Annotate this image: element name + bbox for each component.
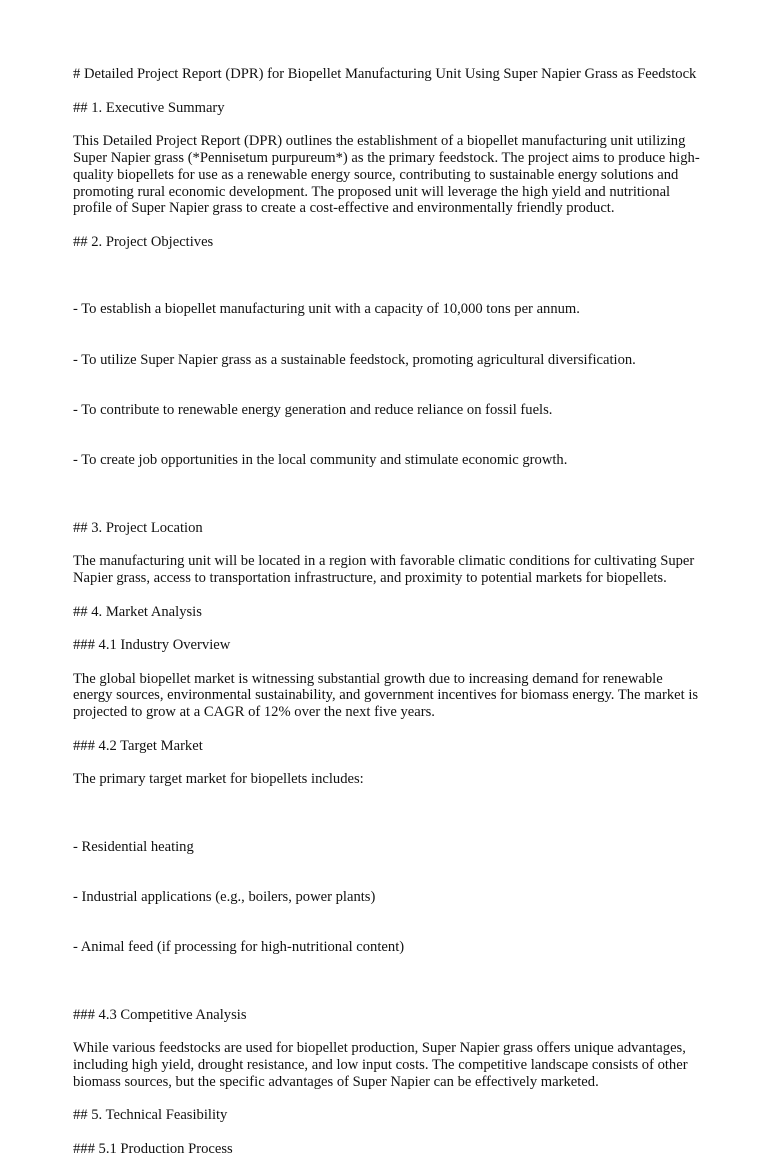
objectives-list bbox=[73, 268, 703, 503]
project-location-paragraph: The manufacturing unit will be located in a region with favorable climatic conditions for cultivating Super Napier grass, access to transportation infrastructure, and proximity to potential markets for biopellets. bbox=[73, 553, 698, 586]
section-heading-project-location: ## 3. Project Location bbox=[73, 519, 203, 536]
target-market-intro: The primary target market for biopellets includes: bbox=[73, 771, 364, 788]
section-heading-executive-summary: ## 1. Executive Summary bbox=[73, 99, 225, 116]
subsection-heading-production-process: ### 5.1 Production Process bbox=[73, 1141, 233, 1157]
document-title: # Detailed Project Report (DPR) for Biopellet Manufacturing Unit Using Super Napier Grass as Feedstock bbox=[73, 66, 697, 82]
list-item: - Residential heating bbox=[73, 838, 194, 855]
subsection-heading-industry-overview: ### 4.1 Industry Overview bbox=[73, 637, 231, 654]
list-item: - To establish a biopellet manufacturing unit with a capacity of 10,000 tons per annum. bbox=[73, 301, 580, 318]
section-heading-market-analysis: ## 4. Market Analysis bbox=[73, 603, 202, 620]
document-page bbox=[73, 66, 703, 1175]
subsection-heading-target-market: ### 4.2 Target Market bbox=[73, 737, 203, 754]
section-heading-technical-feasibility: ## 5. Technical Feasibility bbox=[73, 1107, 228, 1124]
list-item: - Animal feed (if processing for high-nutritional content) bbox=[73, 939, 405, 956]
subsection-heading-competitive-analysis: ### 4.3 Competitive Analysis bbox=[73, 1006, 247, 1023]
list-item: - To create job opportunities in the local community and stimulate economic growth. bbox=[73, 452, 568, 469]
list-item: - Industrial applications (e.g., boilers, power plants) bbox=[73, 889, 376, 906]
list-item: - To utilize Super Napier grass as a sustainable feedstock, promoting agricultural diversification. bbox=[73, 351, 636, 368]
target-market-list bbox=[73, 805, 703, 990]
executive-summary-paragraph: This Detailed Project Report (DPR) outlines the establishment of a biopellet manufacturing unit utilizing Super Napier grass (*Pennisetum purpureum*) as the primary feedstock. The project aims to produce high-quality biopellets for use as a renewable energy source, contributing to sustainable energy solutions and promoting rural economic development. The proposed unit will leverage the high yield and nutritional profile of Super Napier grass to create a cost-effective and environmentally friendly product. bbox=[73, 133, 700, 217]
list-item: - To contribute to renewable energy generation and reduce reliance on fossil fuels. bbox=[73, 401, 553, 418]
industry-overview-paragraph: The global biopellet market is witnessing substantial growth due to increasing demand for renewable energy sources, environmental sustainability, and government incentives for biomass energy. The market is projected to grow at a CAGR of 12% over the next five years. bbox=[73, 670, 702, 721]
competitive-analysis-paragraph: While various feedstocks are used for biopellet production, Super Napier grass offers unique advantages, including high yield, drought resistance, and low input costs. The competitive landscape consists of other biomass sources, but the specific advantages of Super Napier can be effectively marketed. bbox=[73, 1040, 692, 1090]
section-heading-project-objectives: ## 2. Project Objectives bbox=[73, 233, 214, 250]
